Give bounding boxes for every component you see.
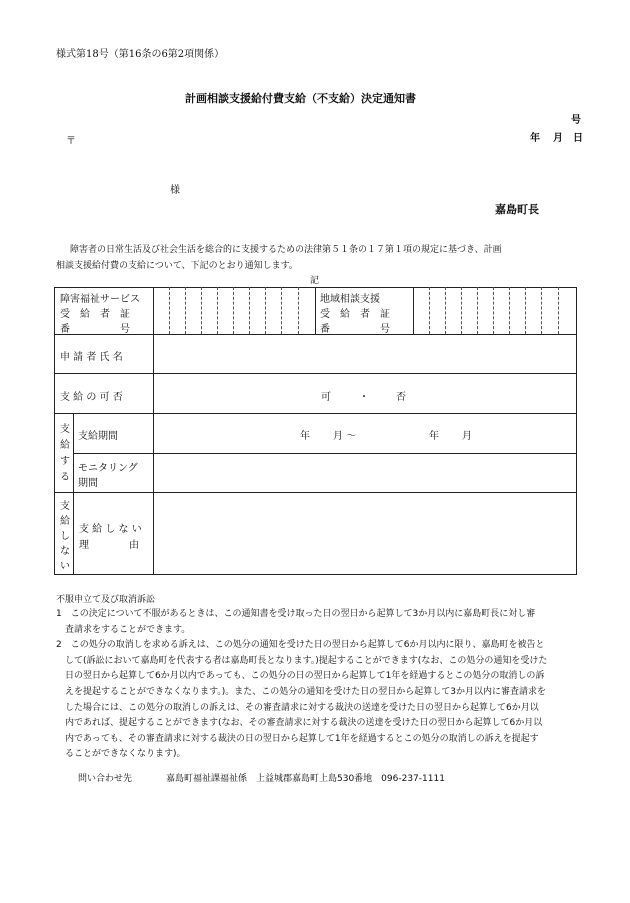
grant-group-char: 支 bbox=[60, 424, 70, 435]
grant-group-char: 給 bbox=[60, 440, 70, 451]
digit-divider bbox=[298, 287, 299, 334]
nogrant-group-char: な bbox=[60, 546, 70, 557]
objection-line: して(訴訟において嘉島町を代表する者は嘉島町長となります。)提起することができます(なお、この処分の通知を受けた bbox=[56, 655, 548, 666]
postal-mark: 〒 bbox=[66, 136, 76, 147]
local-label-line-3: 番 号 bbox=[320, 324, 390, 335]
objection-line: 日の翌日から起算して6か月以内であっても、この処分の日の翌日から起算して1年を経過するとこの処分の取消しの訴 bbox=[56, 671, 545, 682]
objection-heading: 不服申立て及び取消訴訟 bbox=[56, 595, 156, 605]
nogrant-group-char: 支 bbox=[60, 501, 70, 512]
objection-line: ることができなくなります)。 bbox=[56, 749, 186, 760]
rule bbox=[54, 413, 576, 414]
approval-dot: ・ bbox=[359, 392, 369, 403]
digit-divider bbox=[281, 287, 282, 334]
issuer-name: 嘉島町長 bbox=[495, 203, 539, 216]
period-year-end: 年 bbox=[429, 431, 439, 442]
digit-divider bbox=[201, 287, 202, 334]
approval-label: 支 給 の 可 否 bbox=[60, 392, 123, 403]
digit-divider bbox=[445, 287, 446, 334]
addressee-suffix: 様 bbox=[170, 185, 180, 196]
rule bbox=[315, 287, 316, 334]
rule bbox=[413, 287, 414, 334]
rule bbox=[54, 334, 576, 335]
number-label: 号 bbox=[571, 115, 581, 126]
period-month-start: 月 〜 bbox=[333, 431, 357, 442]
period-year-start: 年 bbox=[300, 431, 310, 442]
nogrant-reason-label-1: 支 給 し な い bbox=[79, 524, 142, 535]
rule bbox=[73, 453, 576, 454]
digit-divider bbox=[169, 287, 170, 334]
objection-line: えを提起することができなくなります。)。また、この処分の通知を受けた日の翌日から起算して3か月以内に審査請求を bbox=[56, 686, 547, 697]
nogrant-group-char: 給 bbox=[60, 516, 70, 527]
digit-divider bbox=[477, 287, 478, 334]
period-month-end: 月 bbox=[462, 431, 472, 442]
cert-label-line-3: 番 号 bbox=[60, 324, 130, 335]
local-label-line-2: 受 給 者 証 bbox=[320, 309, 390, 320]
date-year-label: 年 bbox=[530, 133, 540, 144]
monitoring-label-1: モニタリング bbox=[78, 463, 138, 474]
document-title: 計画相談支援給付費支給（不支給）決定通知書 bbox=[185, 92, 416, 105]
digit-divider bbox=[525, 287, 526, 334]
intro-line-2: 相談支援給付費の支給について、下記のとおり通知します。 bbox=[56, 261, 298, 271]
digit-divider bbox=[265, 287, 266, 334]
approval-no: 否 bbox=[396, 392, 406, 403]
rule bbox=[54, 373, 576, 374]
monitoring-label-2: 期間 bbox=[78, 478, 98, 489]
rule bbox=[54, 492, 576, 493]
approval-yes: 可 bbox=[321, 392, 331, 403]
grant-group-char: す bbox=[60, 456, 70, 467]
local-label-line-1: 地域相談支援 bbox=[320, 294, 380, 305]
cert-label-line-1: 障害福祉サービス bbox=[60, 294, 140, 305]
nogrant-group-char: し bbox=[60, 531, 70, 542]
digit-divider bbox=[233, 287, 234, 334]
objection-line: 1 この決定について不服があるときは、この通知書を受け取った日の翌日から起算して3か月以内に嘉島町長に対し審 bbox=[56, 609, 536, 619]
form-number: 様式第18号（第16条の6第2項関係） bbox=[56, 49, 225, 60]
digit-divider bbox=[249, 287, 250, 334]
rule bbox=[153, 287, 154, 574]
nogrant-reason-label-2: 理 由 bbox=[79, 540, 139, 551]
objection-line: した場合には、この処分の取消しの訴えは、その審査請求に対する裁決の送達を受けた日の翌日から起算して6か月以 bbox=[56, 702, 539, 713]
cert-label-line-2: 受 給 者 証 bbox=[60, 309, 130, 320]
contact-value: 嘉島町福祉課福祉係 上益城郡嘉島町上島530番地 096-237-1111 bbox=[166, 774, 445, 784]
contact-label: 問い合わせ先 bbox=[78, 774, 133, 784]
rule bbox=[73, 413, 74, 574]
date-day-label: 日 bbox=[573, 133, 583, 144]
digit-divider bbox=[493, 287, 494, 334]
digit-divider bbox=[461, 287, 462, 334]
digit-divider bbox=[509, 287, 510, 334]
grant-group-char: る bbox=[60, 472, 70, 483]
digit-divider bbox=[541, 287, 542, 334]
ki-label: 記 bbox=[310, 276, 320, 286]
digit-divider bbox=[558, 287, 559, 334]
nogrant-group-char: い bbox=[60, 561, 70, 572]
objection-line: 内であっても、その審査請求に対する裁決の日の翌日から起算して1年を経過するとこの処分の取消しの訴えを提起す bbox=[56, 733, 539, 744]
objection-line: 査請求をすることができます。 bbox=[56, 624, 191, 635]
date-month-label: 月 bbox=[553, 133, 563, 144]
objection-line: 2 この処分の取消しを求める訴えは、この処分の通知を受けた日の翌日から起算して6か月以内に限り、嘉島町を被告と bbox=[56, 640, 545, 651]
objection-text bbox=[56, 607, 547, 763]
applicant-name-label: 申 請 者 氏 名 bbox=[60, 352, 123, 363]
objection-line: 内であれば、提起することができます(なお、その審査請求に対する裁決の送達を受けた日の翌日から起算して6か月以 bbox=[56, 718, 543, 729]
digit-divider bbox=[429, 287, 430, 334]
intro-line-1: 障害者の日常生活及び社会生活を総合的に支援するための法律第５１条の１７第１項の規定に基づき、計画 bbox=[70, 245, 502, 255]
digit-divider bbox=[217, 287, 218, 334]
period-label: 支給期間 bbox=[78, 431, 118, 442]
digit-divider bbox=[185, 287, 186, 334]
